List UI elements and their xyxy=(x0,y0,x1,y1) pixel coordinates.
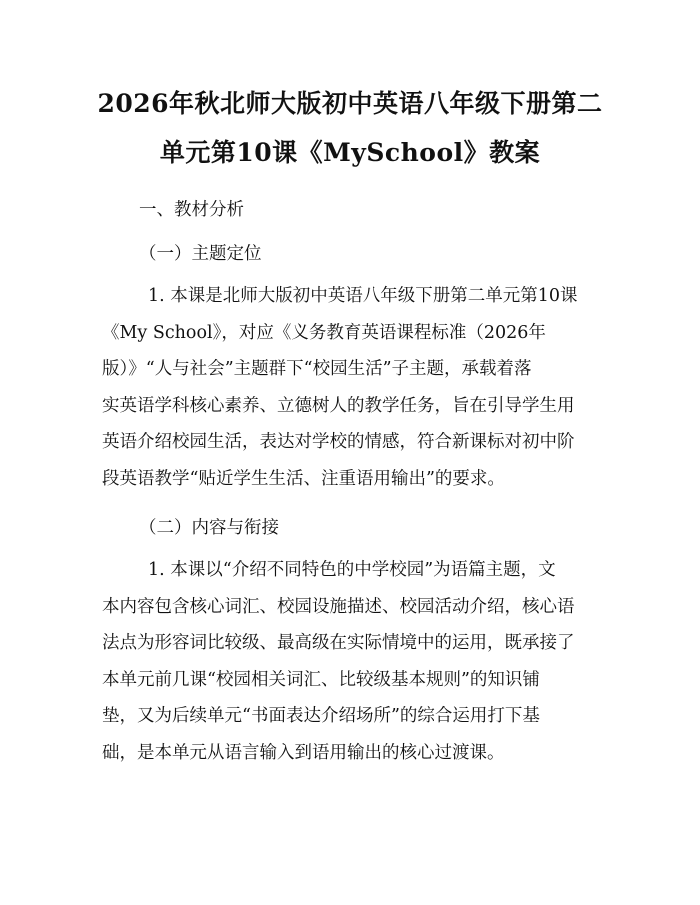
paragraph-line: 版）》“人与社会”主题群下“校园生活”子主题，承载着落 xyxy=(102,359,532,379)
paragraph-line: 垫，又为后续单元“书面表达介绍场所”的综合运用打下基 xyxy=(102,706,540,726)
paragraph-line: 1. 本课是北师大版初中英语八年级下册第二单元第10课 xyxy=(148,286,578,306)
paragraph-line: 英语介绍校园生活，表达对学校的情感，符合新课标对初中阶 xyxy=(102,432,575,452)
document-title-line-2: 单元第10课《MySchool》教案 xyxy=(159,138,541,167)
subsection-heading-theme: （一）主题定位 xyxy=(139,244,262,264)
paragraph-line: 段英语教学“贴近学生生活、注重语用输出”的要求。 xyxy=(102,469,505,489)
paragraph-line: 《My School》，对应《义务教育英语课程标准（2026年 xyxy=(102,323,546,343)
subsection-heading-content: （二）内容与衔接 xyxy=(139,518,279,538)
paragraph-line: 础，是本单元从语言输入到语用输出的核心过渡课。 xyxy=(102,743,505,763)
paragraph-line: 法点为形容词比较级、最高级在实际情境中的运用，既承接了 xyxy=(102,633,575,653)
paragraph-line: 本内容包含核心词汇、校园设施描述、校园活动介绍，核心语 xyxy=(102,597,575,617)
section-heading-textbook-analysis: 一、教材分析 xyxy=(139,200,244,220)
paragraph-line: 本单元前几课“校园相关词汇、比较级基本规则”的知识铺 xyxy=(102,670,540,690)
paragraph-line: 1. 本课以“介绍不同特色的中学校园”为语篇主题，文 xyxy=(148,560,556,580)
paragraph-line: 实英语学科核心素养、立德树人的教学任务，旨在引导学生用 xyxy=(102,396,575,416)
document-title-line-1: 2026年秋北师大版初中英语八年级下册第二 xyxy=(97,89,603,118)
